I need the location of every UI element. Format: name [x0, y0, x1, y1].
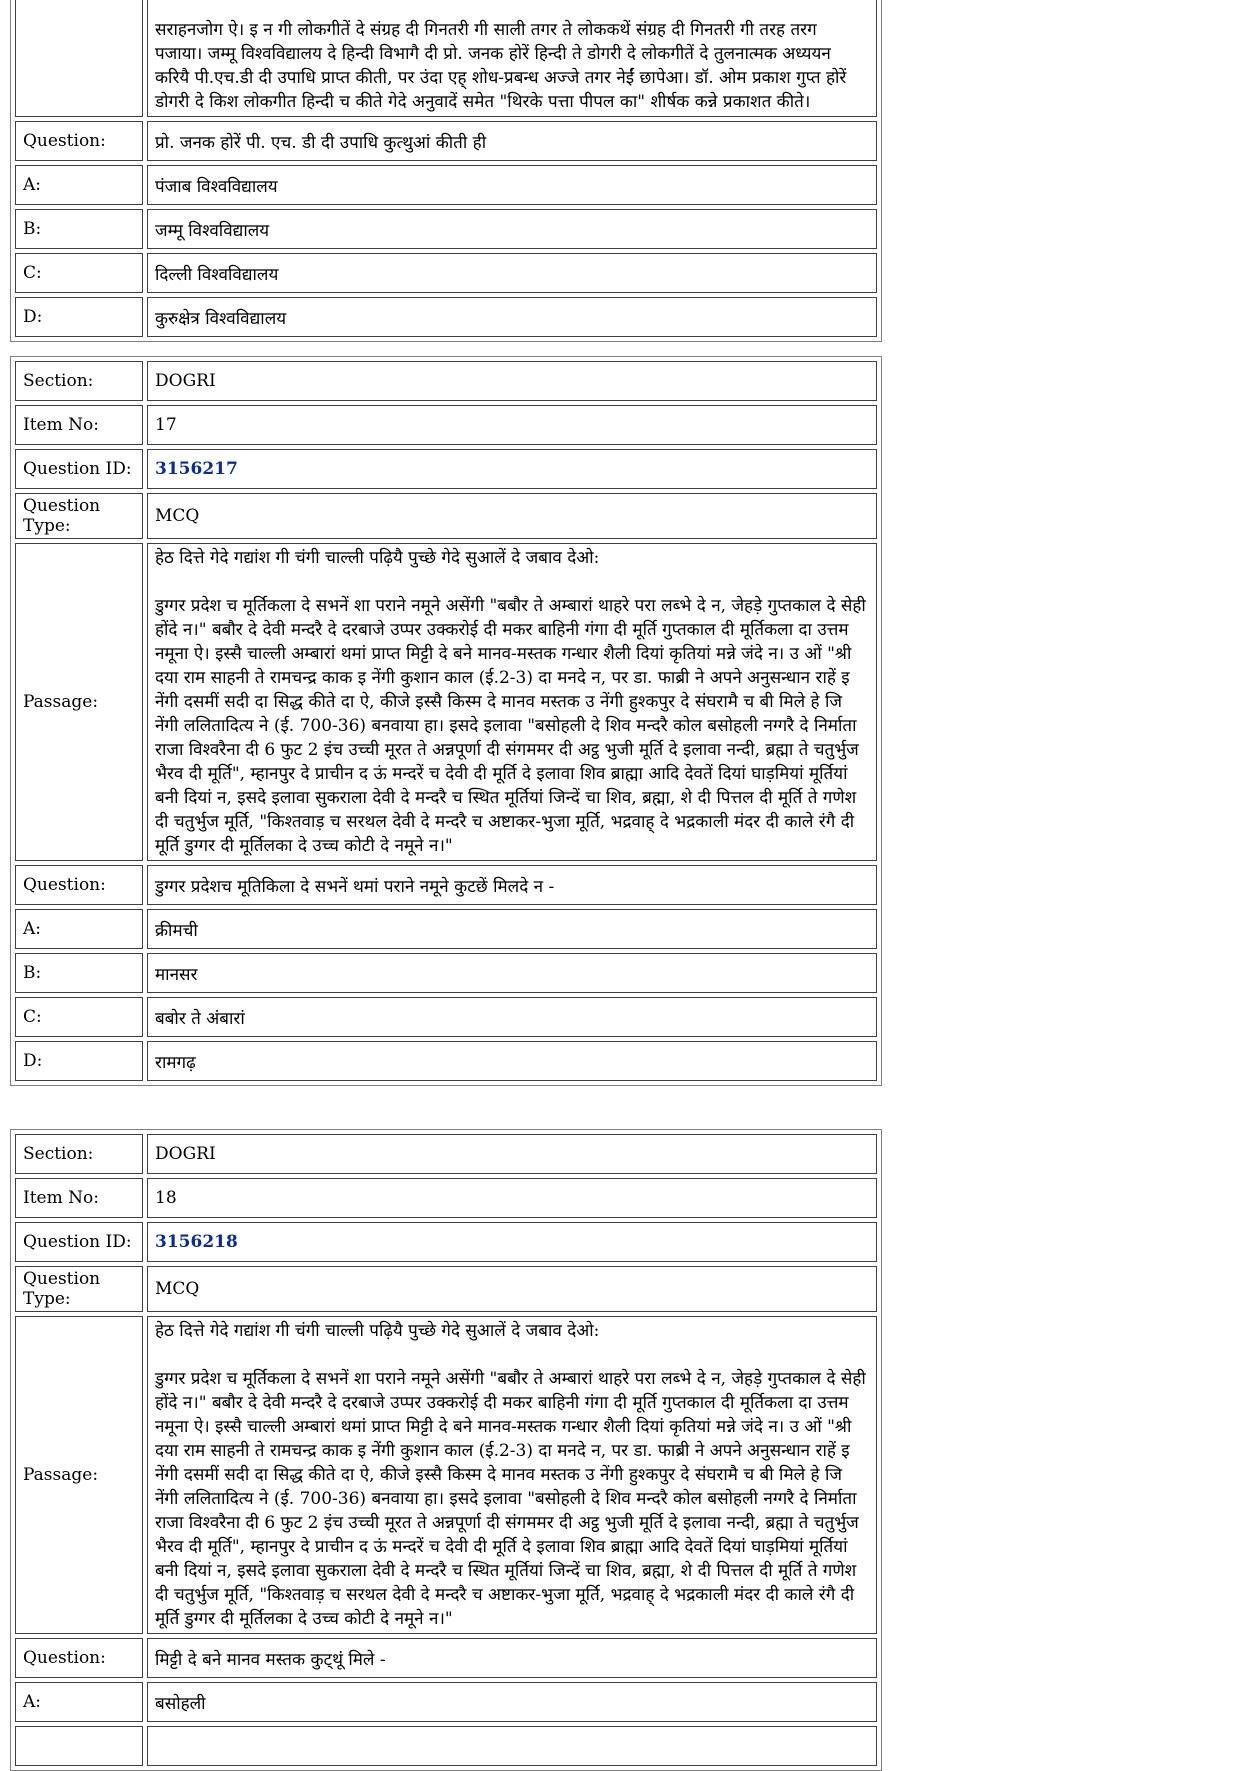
- option-b-text: जम्मू विश्वविद्यालय: [147, 209, 877, 249]
- option-c-label: C:: [15, 997, 143, 1037]
- option-d-text: रामगढ़: [147, 1041, 877, 1081]
- option-a-text: पंजाब विश्वविद्यालय: [147, 165, 877, 205]
- question-id-label: Question ID:: [15, 449, 143, 489]
- option-a-text: क्रीमची: [147, 909, 877, 949]
- passage-label: [15, 0, 143, 117]
- option-c-label: C:: [15, 253, 143, 293]
- section-label: Section:: [15, 1134, 143, 1174]
- passage-text: सराहनजोग ऐ। इ न गी लोकगीतें दे संग्रह दी गिनतरी गी साली तगर ते लोककथें संग्रह दी गिनतरी गी तरह तरग पजाया। जम्मू विश्वविद्यालय दे हिन्दी विभागै दी प्रो. जनक होरें हिन्दी ते डोगरी दे लोकगीतें दे तुलनात्मक अध्ययन करियै पी.एच.डी दी उपाधि प्राप्त कीती, पर उंदा एह् शोध-प्रबन्ध अज्जे तगर नेईं छापेआ। डॉ. ओम प्रकाश गुप्त होरें डोगरी दे किश लोकगीत हिन्दी च कीते गेदे अनुवादें समेत "थिरके पत्ता पीपल का" शीर्षक कन्ने प्रकाशत कीते।: [147, 0, 877, 117]
- option-a-label: A:: [15, 1682, 143, 1722]
- item-no-value: 18: [147, 1178, 877, 1218]
- question-text: प्रो. जनक होरें पी. एच. डी दी उपाधि कुत्थुआं कीती ही: [147, 121, 877, 161]
- option-d-label: D:: [15, 297, 143, 337]
- question-id-value: 3156218: [147, 1222, 877, 1262]
- option-a-text: बसोहली: [147, 1682, 877, 1722]
- option-b-label: B:: [15, 209, 143, 249]
- question-block-18: [10, 1129, 882, 1771]
- passage-text: हेठ दित्ते गेदे गद्यांश गी चंगी चाल्ली पढ़ियै पुच्छे गेदे सुआलें दे जबाव देओ: डुग्गर प्रदेश च मूर्तिकला दे सभनें शा पराने नमूने असेंगी "बबौर ते अम्बारां थाहरे परा लब्भे दे न, जेहड़े गुप्तकाल दे सेही होंदे न।" बबौर दे देवी मन्दरै दे दरबाजे उप्पर उक्करोई दी मकर बाहिनी गंगा दी मूर्ति गुप्तकाल दी मूर्तिकला दा उत्तम नमूना ऐ। इस्सै चाल्ली अम्बारां थमां प्राप्त मिट्टी दे बने मानव-मस्तक गन्धार शैली दियां कृतियां मन्ने जंदे न। उ ओं "श्री दया राम साहनी ते रामचन्द्र काक इ नेंगी कुशान काल (ई.2-3) दा मनदे न, पर डा. फाब्री ने अपने अनुसन्धान राहें इ नेंगी दसमीं सदी दा सिद्ध कीते दा ऐ, कीजे इस्सै किस्म दे मानव मस्तक उ नेंगी हुश्कपुर दे संघरामै च बी मिले हे जि नेंगी ललितादित्य ने (ई. 700-36) बनवाया हा। इसदे इलावा "बसोहली दे शिव मन्दरै कोल बसोहली नग्गरै दे निर्माता राजा विश्वरैना दी 6 फुट 2 इंच उच्ची मूरत ते अन्नपूर्णा दी संगममर दी अट्ठ भुजी मूर्ति दे इलावा नन्दी, ब्रह्मा ते चतुर्भुज भैरव दी मूर्ति", म्हानपुर दे प्राचीन द ऊं मन्दरें च देवी दी मूर्ति दे इलावा शिव ब्राह्मा आदि देवतें दियां घाड़मियां मूर्तियां बनी दियां न, इसदे इलावा सुकराला देवी दे मन्दरै च स्थित मूर्तियां जिन्दें चा शिव, ब्रह्मा, शे दी पित्तल दी मूर्ति ते गणेश दी चतुर्भुज मूर्ति, "किश्तवाड़ च सरथल देवी दे मन्दरै च अष्टाकर-भुजा मूर्ति, भद्रवाह् दे भद्रकाली मंदर दी काले रंगै दी मूर्ति डुग्गर दी मूर्तिलका दे उच्च कोटी दे नमूने न।": [147, 1316, 877, 1634]
- option-d-label: D:: [15, 1041, 143, 1081]
- option-d-text: कुरुक्षेत्र विश्वविद्यालय: [147, 297, 877, 337]
- question-type-label: Question Type:: [15, 493, 143, 539]
- question-text: मिट्टी दे बने मानव मस्तक कुट्थूं मिले -: [147, 1638, 877, 1678]
- question-label: Question:: [15, 1638, 143, 1678]
- option-a-label: A:: [15, 165, 143, 205]
- question-block-16: [10, 0, 882, 342]
- question-type-value: MCQ: [147, 1266, 877, 1312]
- question-text: डुग्गर प्रदेशच मूतिकिला दे सभनें थमां पराने नमूने कुटछें मिलदे न -: [147, 865, 877, 905]
- item-no-label: Item No:: [15, 405, 143, 445]
- option-c-text: दिल्ली विश्वविद्यालय: [147, 253, 877, 293]
- option-b-text: मानसर: [147, 953, 877, 993]
- item-no-value: 17: [147, 405, 877, 445]
- question-type-value: MCQ: [147, 493, 877, 539]
- question-label: Question:: [15, 865, 143, 905]
- option-c-text: बबोर ते अंबारां: [147, 997, 877, 1037]
- passage-label: Passage:: [15, 1316, 143, 1634]
- option-b-label: B:: [15, 953, 143, 993]
- question-type-label: Question Type:: [15, 1266, 143, 1312]
- question-label: Question:: [15, 121, 143, 161]
- item-no-label: Item No:: [15, 1178, 143, 1218]
- question-id-value: 3156217: [147, 449, 877, 489]
- passage-text: हेठ दित्ते गेदे गद्यांश गी चंगी चाल्ली पढ़ियै पुच्छे गेदे सुआलें दे जबाव देओ: डुग्गर प्रदेश च मूर्तिकला दे सभनें शा पराने नमूने असेंगी "बबौर ते अम्बारां थाहरे परा लब्भे दे न, जेहड़े गुप्तकाल दे सेही होंदे न।" बबौर दे देवी मन्दरै दे दरबाजे उप्पर उक्करोई दी मकर बाहिनी गंगा दी मूर्ति गुप्तकाल दी मूर्तिकला दा उत्तम नमूना ऐ। इस्सै चाल्ली अम्बारां थमां प्राप्त मिट्टी दे बने मानव-मस्तक गन्धार शैली दियां कृतियां मन्ने जंदे न। उ ओं "श्री दया राम साहनी ते रामचन्द्र काक इ नेंगी कुशान काल (ई.2-3) दा मनदे न, पर डा. फाब्री ने अपने अनुसन्धान राहें इ नेंगी दसमीं सदी दा सिद्ध कीते दा ऐ, कीजे इस्सै किस्म दे मानव मस्तक उ नेंगी हुश्कपुर दे संघरामै च बी मिले हे जि नेंगी ललितादित्य ने (ई. 700-36) बनवाया हा। इसदे इलावा "बसोहली दे शिव मन्दरै कोल बसोहली नग्गरै दे निर्माता राजा विश्वरैना दी 6 फुट 2 इंच उच्ची मूरत ते अन्नपूर्णा दी संगममर दी अट्ठ भुजी मूर्ति दे इलावा नन्दी, ब्रह्मा ते चतुर्भुज भैरव दी मूर्ति", म्हानपुर दे प्राचीन द ऊं मन्दरें च देवी दी मूर्ति दे इलावा शिव ब्राह्मा आदि देवतें दियां घाड़मियां मूर्तियां बनी दियां न, इसदे इलावा सुकराला देवी दे मन्दरै च स्थित मूर्तियां जिन्दें चा शिव, ब्रह्मा, शे दी पित्तल दी मूर्ति ते गणेश दी चतुर्भुज मूर्ति, "किश्तवाड़ च सरथल देवी दे मन्दरै च अष्टाकर-भुजा मूर्ति, भद्रवाह् दे भद्रकाली मंदर दी काले रंगै दी मूर्ति डुग्गर दी मूर्तिलका दे उच्च कोटी दे नमूने न।": [147, 543, 877, 861]
- section-label: Section:: [15, 361, 143, 401]
- passage-label: Passage:: [15, 543, 143, 861]
- option-a-label: A:: [15, 909, 143, 949]
- question-id-label: Question ID:: [15, 1222, 143, 1262]
- question-block-17: [10, 356, 882, 1086]
- option-b-text: [147, 1726, 877, 1766]
- option-b-label: [15, 1726, 143, 1766]
- section-value: DOGRI: [147, 361, 877, 401]
- section-value: DOGRI: [147, 1134, 877, 1174]
